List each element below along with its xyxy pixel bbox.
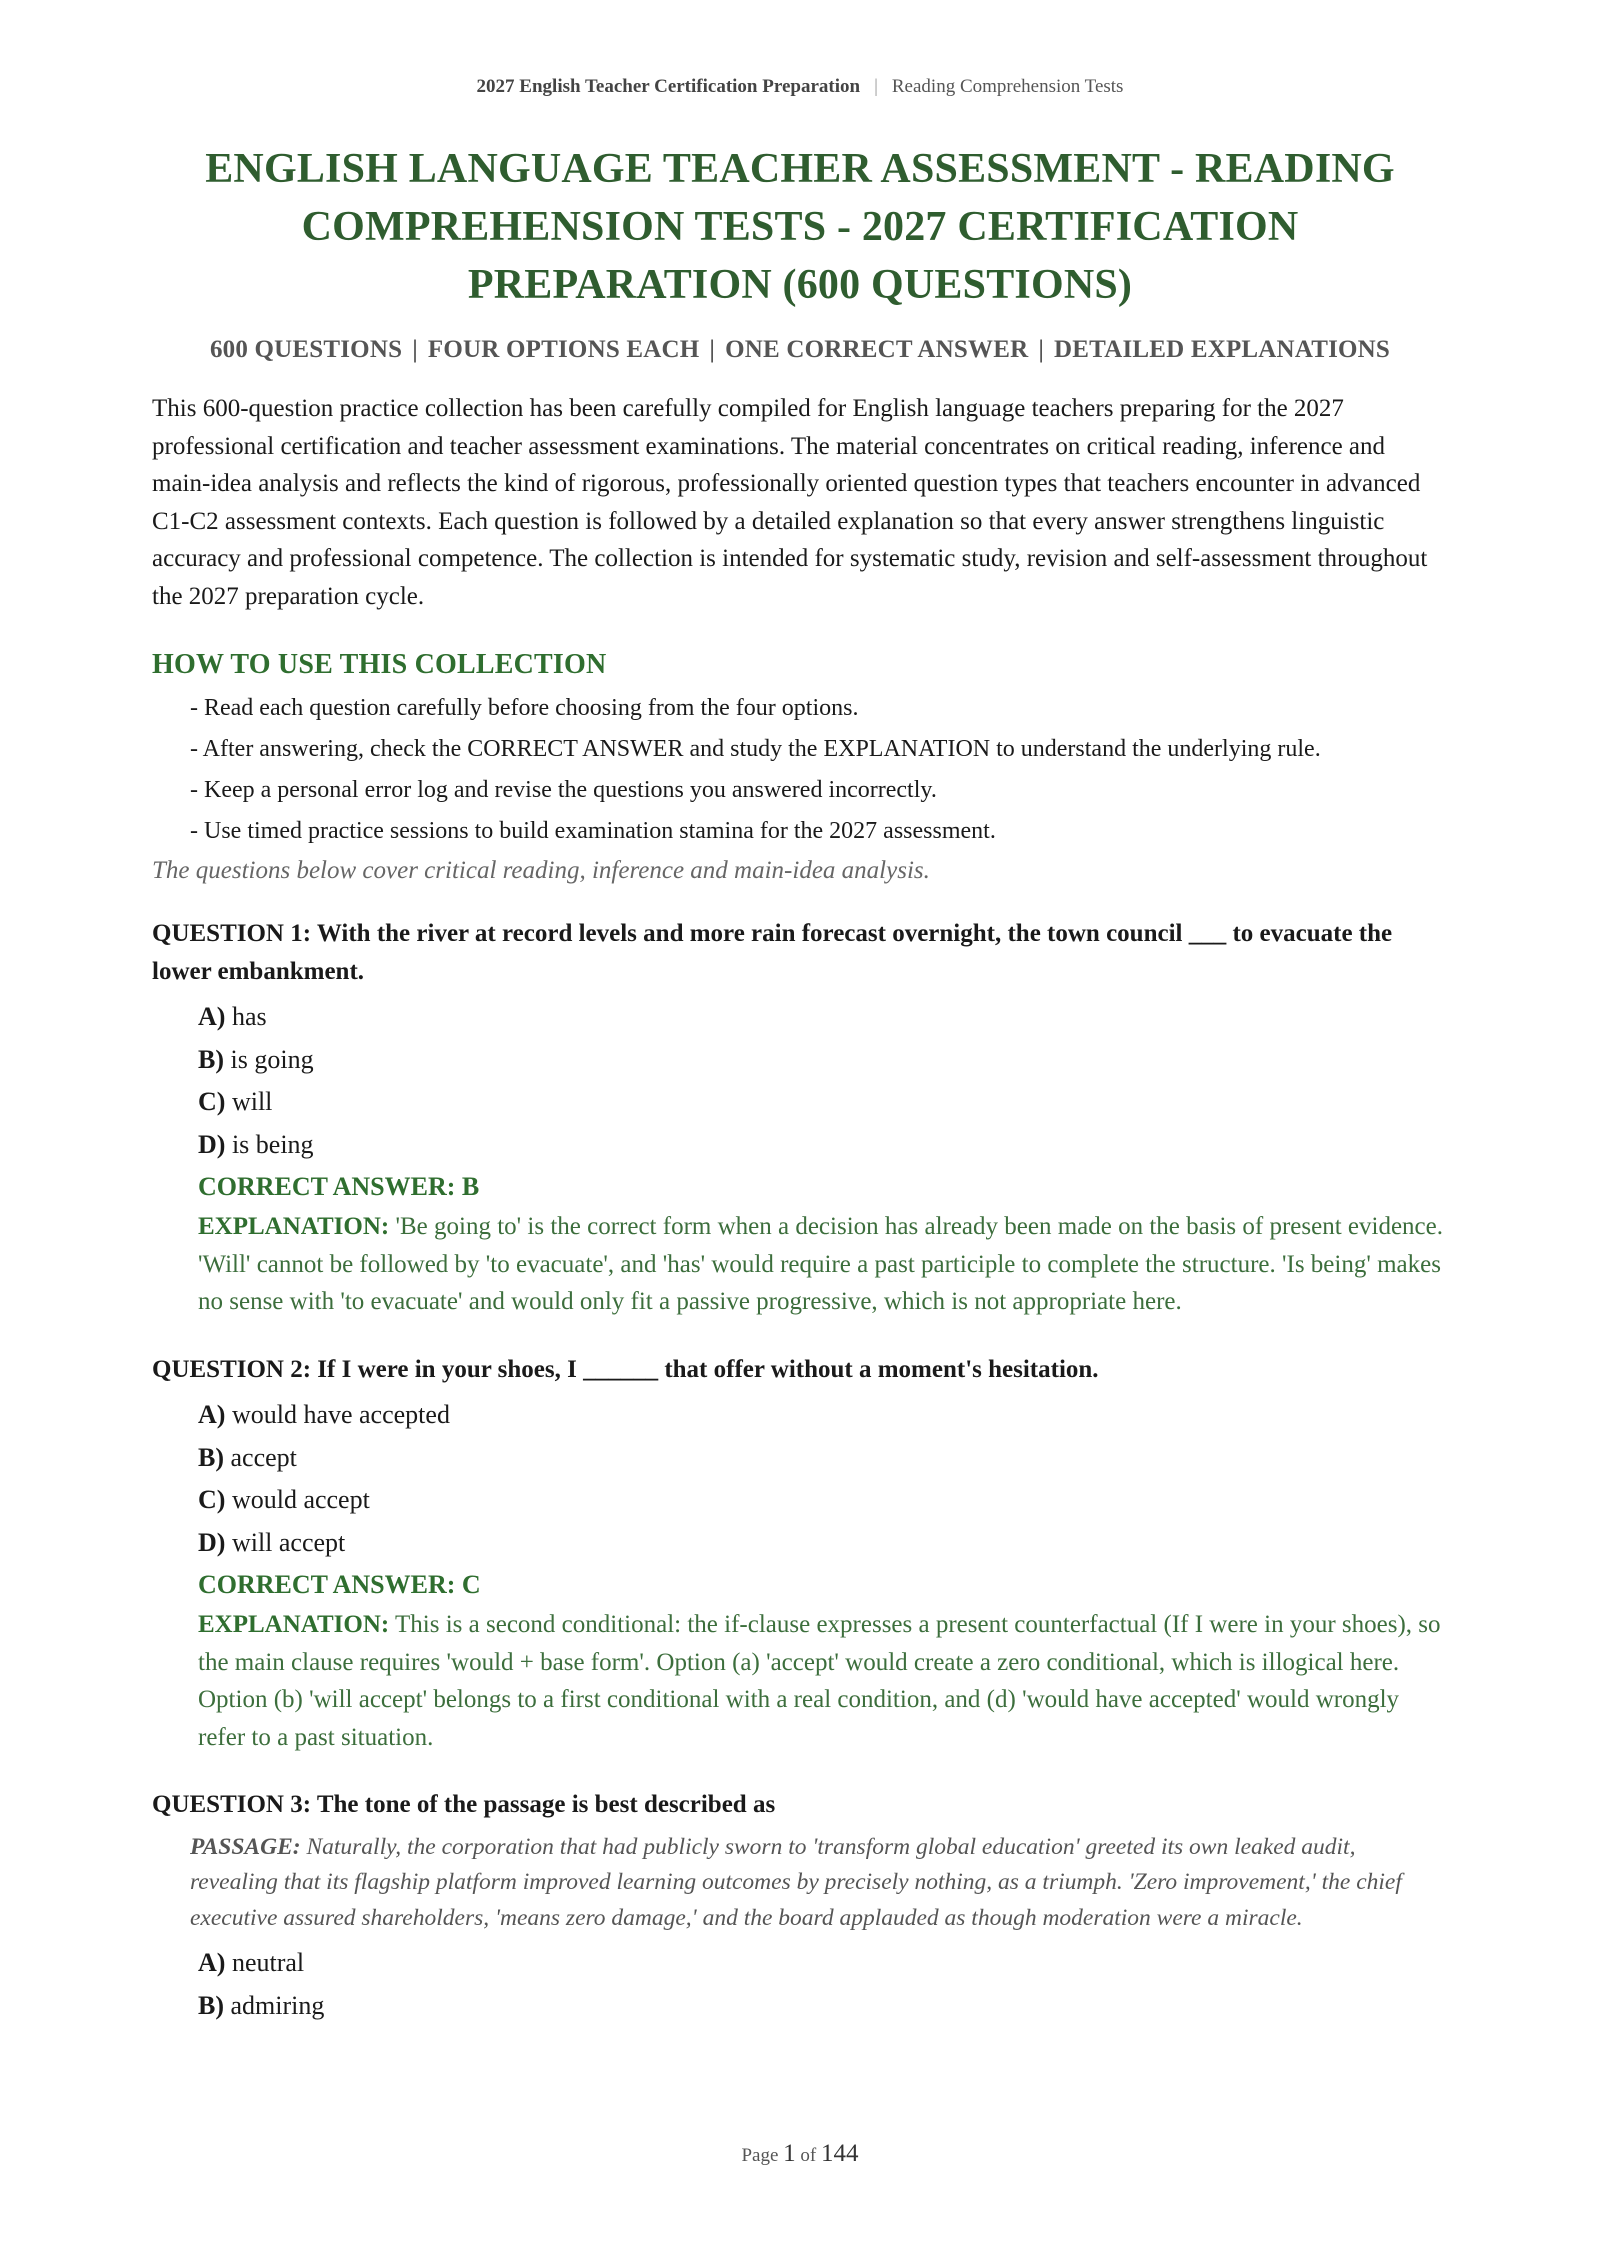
option-text: would accept (231, 1485, 370, 1514)
option-letter: D) (198, 1129, 226, 1159)
question-stem: QUESTION 3: The tone of the passage is best described as (152, 1791, 776, 1818)
options-list (152, 996, 1448, 1166)
howto-title: HOW TO USE THIS COLLECTION (152, 649, 607, 680)
explanation-label: EXPLANATION: (198, 1611, 390, 1638)
option-a (198, 996, 1448, 1039)
running-header-separator: | (874, 76, 878, 97)
option-letter: B) (198, 1990, 224, 2020)
meta-separator: | (1038, 336, 1045, 363)
option-b (198, 1437, 1448, 1480)
meta-item-questions: 600 QUESTIONS (209, 336, 403, 363)
option-a (198, 1394, 1448, 1437)
option-text: admiring (230, 1990, 325, 2020)
correct-answer: CORRECT ANSWER: B (198, 1172, 480, 1201)
page-label: Page (741, 2145, 779, 2166)
option-text: is being (231, 1129, 314, 1159)
option-text: accept (230, 1442, 297, 1472)
passage-label: PASSAGE: (190, 1833, 301, 1860)
correct-answer: CORRECT ANSWER: C (198, 1570, 481, 1599)
meta-separator: | (412, 336, 418, 363)
option-letter: B) (198, 1442, 224, 1472)
passage (152, 1830, 1448, 1937)
document-title: ENGLISH LANGUAGE TEACHER ASSESSMENT - READING COMPREHENSION TESTS - 2027 CERTIFICATION PREPARATION (600 QUESTIONS) (205, 146, 1395, 308)
option-b (198, 1039, 1448, 1082)
option-text: will accept (231, 1527, 346, 1557)
option-d (198, 1522, 1448, 1565)
explanation (152, 1208, 1448, 1321)
explanation (152, 1606, 1448, 1756)
running-header (152, 0, 1448, 100)
question-stem: QUESTION 1: With the river at record levels and more rain forecast overnight, the town council ___ to evacuate the lower embankment. (152, 920, 1393, 985)
howto-item: - After answering, check the CORRECT ANSWER and study the EXPLANATION to understand the underlying rule. (190, 736, 1321, 762)
howto-note: The questions below cover critical reading, inference and main-idea analysis. (152, 857, 930, 884)
explanation-text: 'Be going to' is the correct form when a decision has already been made on the basis of present evidence. 'Will' cannot be followed by 'to evacuate', and 'has' would require a past participle to complete the structure. 'Is being' makes no sense with 'to evacuate' and would only fit a passive progressive, which is not appropriate here. (198, 1213, 1444, 1315)
howto-item: - Read each question carefully before choosing from the four options. (190, 695, 859, 721)
howto-item: - Use timed practice sessions to build examination stamina for the 2027 assessment. (190, 818, 996, 844)
question-stem: QUESTION 2: If I were in your shoes, I ______ that offer without a moment's hesitation. (152, 1355, 1099, 1383)
howto-list (152, 691, 1448, 849)
option-d (198, 1124, 1448, 1167)
page-of: of (800, 2145, 817, 2166)
option-letter: A) (198, 1002, 226, 1031)
page-footer (0, 2140, 1600, 2168)
current-page: 1 (783, 2140, 796, 2167)
option-letter: C) (198, 1485, 226, 1514)
explanation-text: This is a second conditional: the if-clause expresses a present counterfactual (If I were in your shoes), so the main clause requires 'would + base form'. Option (a) 'accept' would create a zero conditional, which is illogical here. Option (b) 'will accept' belongs to a first conditional with a real condition, and (d) 'would have accepted' would wrongly refer to a past situation. (198, 1611, 1441, 1751)
option-text: has (231, 1002, 267, 1031)
option-letter: B) (198, 1044, 224, 1074)
meta-separator: | (709, 336, 716, 363)
option-c (198, 1081, 1448, 1124)
explanation-label: EXPLANATION: (198, 1213, 390, 1240)
option-a (198, 1942, 1448, 1985)
meta-line (152, 336, 1448, 364)
total-pages: 144 (821, 2140, 859, 2167)
options-list (152, 1394, 1448, 1564)
option-text: will (231, 1087, 273, 1116)
howto-item: - Keep a personal error log and revise the questions you answered incorrectly. (190, 777, 937, 803)
option-letter: A) (198, 1400, 226, 1429)
meta-item-options: FOUR OPTIONS EACH (427, 336, 700, 363)
question-1 (152, 915, 1448, 1321)
running-header-left: 2027 English Teacher Certification Preparation (476, 76, 861, 97)
meta-item-answer: ONE CORRECT ANSWER (725, 336, 1029, 363)
question-3 (152, 1786, 1448, 2027)
passage-text: Naturally, the corporation that had publicly sworn to 'transform global education' greeted its own leaked audit, revealing that its flagship platform improved learning outcomes by precisely nothing, as a triumph. 'Zero improvement,' the chief executive assured shareholders, 'means zero damage,' and the board applauded as though moderation were a miracle. (190, 1833, 1402, 1931)
option-letter: A) (198, 1948, 226, 1977)
intro-paragraph: This 600-question practice collection has been carefully compiled for English language teachers preparing for the 2027 professional certification and teacher assessment examinations. The material concentrates on critical reading, inference and main-idea analysis and reflects the kind of rigorous, professionally oriented question types that teachers encounter in advanced C1-C2 assessment contexts. Each question is followed by a detailed explanation so that every answer strengthens linguistic accuracy and professional competence. The collection is intended for systematic study, revision and self-assessment throughout the 2027 preparation cycle. (152, 395, 1428, 610)
option-text: is going (230, 1044, 314, 1074)
option-b (198, 1985, 1448, 2028)
option-text: would have accepted (231, 1400, 450, 1429)
question-2 (152, 1351, 1448, 1757)
options-list (152, 1942, 1448, 2027)
option-text: neutral (231, 1948, 305, 1977)
meta-item-explanations: DETAILED EXPLANATIONS (1054, 336, 1391, 363)
option-c (198, 1479, 1448, 1522)
option-letter: D) (198, 1527, 226, 1557)
running-header-right: Reading Comprehension Tests (891, 76, 1124, 97)
option-letter: C) (198, 1087, 226, 1116)
